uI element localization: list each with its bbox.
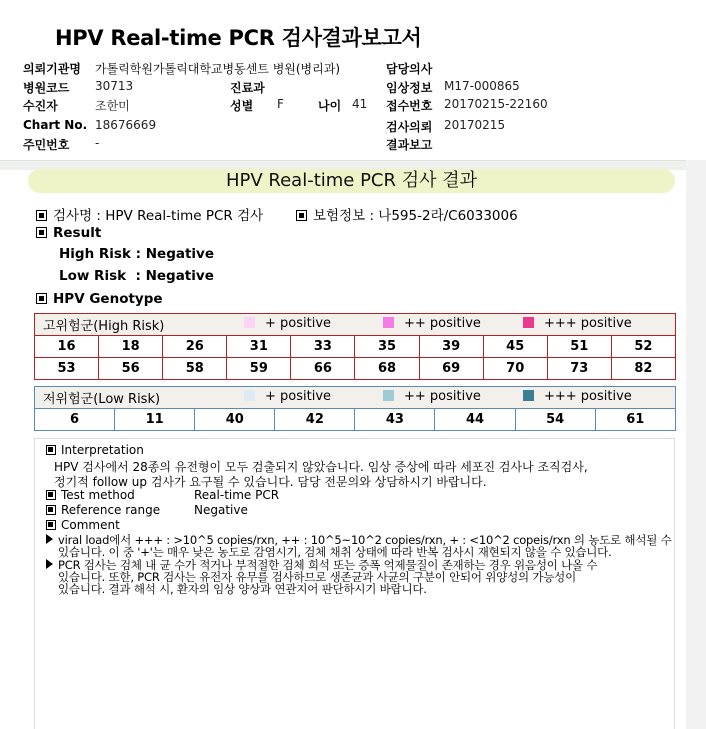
bullet-square-icon: [46, 445, 56, 455]
report-header: [0, 0, 706, 165]
age-value: 41: [352, 97, 368, 111]
low-risk-legend-plus2: [383, 389, 481, 404]
genotype-cell: 56: [99, 358, 163, 380]
low-risk-result: Low Risk : Negative: [59, 268, 214, 284]
result-heading: [36, 225, 101, 241]
right-gutter: [686, 160, 706, 729]
hospital-code-label: 병원코드: [23, 81, 70, 95]
legend-label: +++ positive: [544, 316, 632, 331]
genotype-cell: 40: [195, 409, 275, 431]
legend-swatch: [523, 317, 534, 328]
reference-range-label: Reference range: [61, 503, 161, 517]
receipt-no-value: 20170215-22160: [444, 97, 548, 111]
genotype-heading: [36, 291, 163, 307]
genotype-cell: 82: [611, 358, 675, 380]
comment-2-line-2: 있습니다. 또한, PCR 검사는 유전자 유무를 검사하므로 생존균과 사균의 구분이 안되어 위양성의 가능성이: [58, 570, 576, 584]
sex-value: F: [277, 97, 284, 111]
comment-1-line-2: 있습니다. 이 중 '+'는 매우 낮은 농도로 감염시기, 검체 채취 상태에 따라 반복 검사시 재현되지 않을 수 있습니다.: [58, 545, 612, 559]
high-risk-legend-plus2: [383, 316, 481, 331]
test-method-row: [46, 488, 135, 502]
interpretation-box: [34, 438, 675, 729]
high-risk-result: High Risk : Negative: [59, 246, 214, 262]
age-label: 나이: [318, 99, 342, 113]
genotype-cell: 33: [291, 336, 355, 358]
bullet-square-icon: [46, 490, 56, 500]
genotype-cell: 11: [115, 409, 195, 431]
genotype-cell: 70: [483, 358, 547, 380]
bullet-square-icon: [36, 210, 47, 221]
legend-swatch: [383, 390, 394, 401]
genotype-cell: 54: [515, 409, 595, 431]
genotype-cell: 26: [163, 336, 227, 358]
high-risk-legend-plus: [244, 316, 331, 331]
triangle-bullet-icon: [46, 559, 53, 569]
interpretation-text-2: 정기적 follow up 검사가 요구될 수 있습니다. 담당 전문의와 상담하시기 바랍니다.: [54, 475, 487, 489]
low-risk-row-1: [35, 409, 676, 431]
result-report-label: 결과보고: [386, 138, 433, 152]
clinical-info-label: 임상정보: [386, 81, 433, 95]
genotype-cell: 44: [435, 409, 515, 431]
legend-label: ++ positive: [404, 389, 481, 404]
bullet-square-icon: [36, 293, 47, 304]
chart-no-label: Chart No.: [23, 118, 88, 132]
high-risk-label: 고위험군(High Risk): [43, 319, 165, 334]
comment-1-text: viral load에서 +++ : >10^5 copies/rxn, ++ : 10^5~10^2 copies/rxn, + : <10^2 copeis/rxn 의 농도로 해석될 수: [58, 533, 672, 547]
genotype-cell: 69: [419, 358, 483, 380]
genotype-cell: 66: [291, 358, 355, 380]
genotype-cell: 51: [547, 336, 611, 358]
interpretation-heading: [46, 443, 144, 457]
requesting-org-label: 의뢰기관명: [23, 62, 81, 76]
bullet-square-icon: [36, 227, 47, 238]
genotype-cell: 61: [595, 409, 675, 431]
low-risk-label: 저위험군(Low Risk): [43, 392, 161, 407]
requesting-org-row: [23, 60, 81, 77]
sex-label: 성별: [230, 99, 254, 113]
test-request-label: 검사의뢰: [386, 120, 433, 134]
department-label: 진료과: [230, 81, 265, 95]
test-request-value: 20170215: [444, 118, 506, 132]
comment-2-text: PCR 검사는 검체 내 균 수가 적거나 부적절한 검체 희석 또는 증폭 억제물질이 존재하는 경우 위음성이 나올 수: [58, 558, 598, 572]
test-name-line: [36, 204, 263, 224]
low-risk-legend-plus: [244, 389, 331, 404]
bullet-square-icon: [296, 210, 307, 221]
comment-heading-text: Comment: [61, 518, 120, 532]
triangle-bullet-icon: [46, 534, 53, 544]
insurance-info-line: [296, 204, 518, 224]
genotype-cell: 31: [227, 336, 291, 358]
high-risk-row-2: [35, 358, 676, 380]
genotype-heading-text: HPV Genotype: [53, 291, 163, 307]
insurance-info-text: 보험정보 : 나595-2라/C6033006: [313, 208, 518, 224]
genotype-cell: 39: [419, 336, 483, 358]
genotype-cell: 68: [355, 358, 419, 380]
clinical-info-value: M17-000865: [444, 79, 520, 93]
id-no-label: 주민번호: [23, 138, 70, 152]
genotype-cell: 45: [483, 336, 547, 358]
test-name-text: 검사명 : HPV Real-time PCR 검사: [53, 208, 264, 224]
low-risk-legend-plus3: [523, 389, 632, 404]
comment-2-line-3: 있습니다. 결과 해석 시, 환자의 임상 양상과 연관지어 판단하시기 바랍니다.: [58, 582, 427, 596]
genotype-cell: 53: [35, 358, 99, 380]
genotype-cell: 52: [611, 336, 675, 358]
genotype-cell: 18: [99, 336, 163, 358]
reference-range-row: [46, 503, 160, 517]
report-title: HPV Real-time PCR 검사결과보고서: [55, 26, 422, 50]
recipient-value: 조한미: [95, 99, 130, 113]
interpretation-text-1: HPV 검사에서 28종의 유전형이 모두 검출되지 않았습니다. 임상 증상에 따라 세포진 검사나 조직검사,: [54, 460, 588, 474]
legend-swatch: [244, 390, 255, 401]
high-risk-row-1: [35, 336, 676, 358]
genotype-cell: 16: [35, 336, 99, 358]
legend-swatch: [523, 390, 534, 401]
interpretation-heading-text: Interpretation: [61, 443, 144, 457]
id-no-value: -: [95, 136, 100, 150]
test-method-value: Real-time PCR: [194, 488, 280, 502]
legend-label: ++ positive: [404, 316, 481, 331]
genotype-cell: 59: [227, 358, 291, 380]
genotype-cell: 43: [355, 409, 435, 431]
test-method-label: Test method: [61, 488, 135, 502]
high-risk-legend-plus3: [523, 316, 632, 331]
section-banner-title: HPV Real-time PCR 검사 결과: [28, 169, 675, 193]
genotype-cell: 42: [275, 409, 355, 431]
genotype-cell: 6: [35, 409, 115, 431]
legend-label: + positive: [265, 316, 332, 331]
genotype-cell: 73: [547, 358, 611, 380]
genotype-cell: 58: [163, 358, 227, 380]
bullet-square-icon: [46, 520, 56, 530]
comment-heading: [46, 518, 120, 532]
reference-range-value: Negative: [194, 503, 248, 517]
legend-label: + positive: [265, 389, 332, 404]
legend-swatch: [244, 317, 255, 328]
receipt-no-label: 접수번호: [386, 99, 433, 113]
bullet-square-icon: [46, 505, 56, 515]
attending-label: 담당의사: [386, 62, 433, 76]
recipient-label: 수진자: [23, 99, 58, 113]
legend-swatch: [383, 317, 394, 328]
result-heading-text: Result: [53, 225, 102, 241]
requesting-org-value: 가톨릭학원가톨릭대학교병동센트 병원(병리과): [95, 62, 341, 76]
legend-label: +++ positive: [544, 389, 632, 404]
chart-no-value: 18676669: [95, 118, 157, 132]
hospital-code-value: 30713: [95, 79, 134, 93]
genotype-cell: 35: [355, 336, 419, 358]
